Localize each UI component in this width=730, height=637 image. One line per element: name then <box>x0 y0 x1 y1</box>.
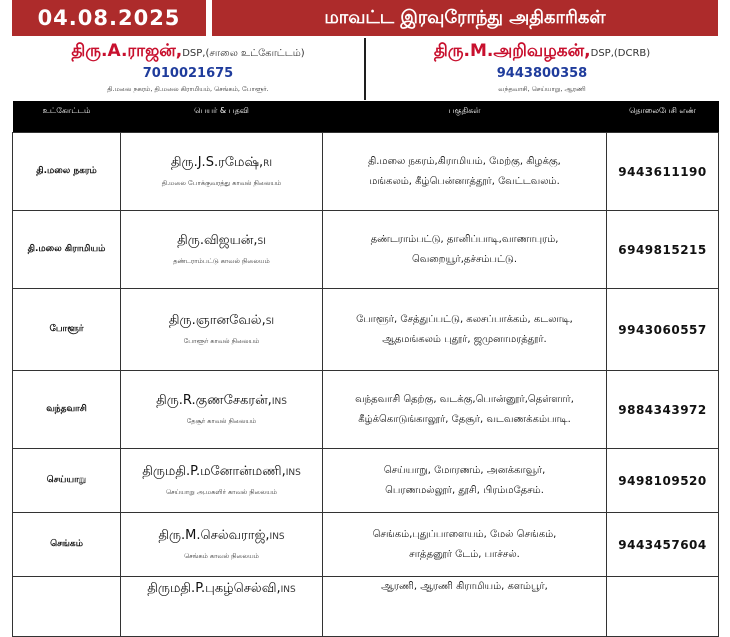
table-row <box>13 577 719 637</box>
officer-name-rank <box>125 464 318 480</box>
division-cell: செங்கம் <box>13 513 121 577</box>
name-cell <box>121 513 323 577</box>
column-header-division: உட்கோட்டம் <box>13 101 121 133</box>
table-header-row <box>13 101 719 133</box>
officer-phone: 7010021675 <box>142 66 234 81</box>
officer-designation: DSP,(சாலை உட்கோட்டம்) <box>182 48 305 59</box>
column-header-phone: தொலைபேசி எண் <box>607 101 719 133</box>
station-name: போளூர் காவல் நிலையம் <box>183 337 260 345</box>
officer-name-rank <box>125 581 318 597</box>
areas-line-1: தி.மலை நகரம்,கிராமியம், மேற்கு, கிழக்கு, <box>368 155 561 167</box>
areas-line-2: மங்கலம், கீழ்பென்னாத்தூர், வேட்டவலம். <box>369 175 560 187</box>
row-name: திரு.ஞானவேல், <box>168 313 266 328</box>
table-row <box>13 371 719 449</box>
row-rank: INS <box>271 397 287 407</box>
page-title: மாவட்ட இரவுரோந்து அதிகாரிகள் <box>324 6 606 28</box>
officer-phone: 9443800358 <box>496 66 588 81</box>
phone-cell: 6949815215 <box>607 211 719 289</box>
phone-cell: 9443611190 <box>607 133 719 211</box>
row-name: திரு.J.S.ரமேஷ், <box>170 155 264 170</box>
division-cell: வந்தவாசி <box>13 371 121 449</box>
row-name: திருமதி.P.புகழ்செல்வி, <box>147 581 281 596</box>
areas-line-1: போளூர், சேத்துப்பட்டு, கலசப்பாக்கம், கடலாடி, <box>356 313 573 325</box>
areas-line-2: கீழ்க்கொடுங்காலூர், தேசூர், வடவணக்கம்பாடி. <box>358 413 571 425</box>
station-name: தி.மலை போக்குவரத்து காவல் நிலையம் <box>161 179 282 187</box>
areas-line-2: ஆதமங்கலம் புதூர், ஜமுனாமரத்தூர். <box>382 333 547 345</box>
name-cell <box>121 449 323 513</box>
officer-name-rank <box>125 528 318 544</box>
division-cell: தி.மலை நகரம் <box>13 133 121 211</box>
division-cell <box>13 577 121 637</box>
name-cell <box>121 133 323 211</box>
name-cell <box>121 577 323 637</box>
officer-name-rank <box>125 155 318 171</box>
phone-cell: 9943060557 <box>607 289 719 371</box>
officer-card-1 <box>12 38 364 100</box>
phone-cell: 9884343972 <box>607 371 719 449</box>
areas-cell <box>323 371 607 449</box>
areas-line-2: சாத்தனூர் டேம், பாச்சல். <box>409 548 520 560</box>
officer-name-line <box>366 41 718 63</box>
column-header-name: பெயர் & பதவி <box>121 101 323 133</box>
station-name: தேசூர் காவல் நிலையம் <box>186 417 257 425</box>
table-row <box>13 133 719 211</box>
division-cell: தி.மலை கிராமியம் <box>13 211 121 289</box>
areas-line-1: செங்கம்,புதுப்பாளையம், மேல் செங்கம், <box>372 528 557 540</box>
officer-name-line <box>12 41 364 63</box>
officer-name: திரு.A.ராஜன், <box>71 41 183 61</box>
table-row <box>13 513 719 577</box>
areas-line-2: பெரணமல்லூர், தூசி, பிரம்மதேசம். <box>385 484 544 496</box>
row-name: திரு.விஜயன், <box>177 233 258 248</box>
officer-name-rank <box>125 233 318 249</box>
column-header-areas: பகுதிகள் <box>323 101 607 133</box>
officer-designation: DSP,(DCRB) <box>590 48 651 59</box>
row-rank: INS <box>269 532 285 542</box>
row-rank: SI <box>257 237 266 247</box>
table-row <box>13 449 719 513</box>
areas-cell <box>323 513 607 577</box>
name-cell <box>121 211 323 289</box>
areas-line-1: ஆரணி, ஆரணி கிராமியம், களம்பூர், <box>381 581 548 592</box>
row-name: திரு.R.குணசேகரன், <box>156 393 272 408</box>
officer-area: தி.மலை நகரம், தி.மலை கிராமியம், செங்கம், போளூர். <box>107 85 269 93</box>
name-cell <box>121 371 323 449</box>
areas-line-1: வந்தவாசி தெற்கு, வடக்கு,பொன்னூர்,தெள்ளார், <box>355 393 574 405</box>
areas-cell <box>323 133 607 211</box>
row-rank: RI <box>263 159 273 169</box>
table-row <box>13 289 719 371</box>
areas-line-1: தண்டராம்பட்டு, தானிப்பாடி,வாணாபுரம், <box>370 233 559 245</box>
row-name: திரு.M.செல்வராஜ், <box>158 528 270 543</box>
areas-cell <box>323 577 607 637</box>
division-cell: போளூர் <box>13 289 121 371</box>
areas-cell <box>323 449 607 513</box>
station-name: செய்யாறு அ.மகளிர் காவல் நிலையம் <box>166 488 277 496</box>
division-cell: செய்யாறு <box>13 449 121 513</box>
phone-cell: 9443457604 <box>607 513 719 577</box>
officer-area: வந்தவாசி, செய்யாறு, ஆரணி <box>498 85 586 93</box>
table-row <box>13 211 719 289</box>
areas-line-1: செய்யாறு, மோரணம், அனக்காவூர், <box>383 464 546 476</box>
areas-line-2: வெறையூர்,தச்சம்பட்டு. <box>411 253 518 265</box>
header-bar <box>12 0 718 36</box>
areas-cell <box>323 289 607 371</box>
officer-name-rank <box>125 393 318 409</box>
station-name: தண்டராம்பட்டு காவல் நிலையம் <box>173 257 270 265</box>
officers-panel <box>12 38 718 100</box>
officer-name: திரு.M.அறிவழகன், <box>433 41 591 61</box>
row-rank: INS <box>285 468 301 478</box>
date-label: 04.08.2025 <box>37 6 181 30</box>
officers-table <box>12 101 719 637</box>
officer-name-rank <box>125 313 318 329</box>
phone-cell: 9498109520 <box>607 449 719 513</box>
name-cell <box>121 289 323 371</box>
areas-cell <box>323 211 607 289</box>
row-rank: SI <box>265 317 275 327</box>
row-name: திருமதி.P.மனோன்மணி, <box>142 464 286 479</box>
officer-card-2 <box>364 38 718 100</box>
station-name: செங்கம் காவல் நிலையம் <box>184 552 259 560</box>
phone-cell <box>607 577 719 637</box>
row-rank: INS <box>280 585 296 595</box>
